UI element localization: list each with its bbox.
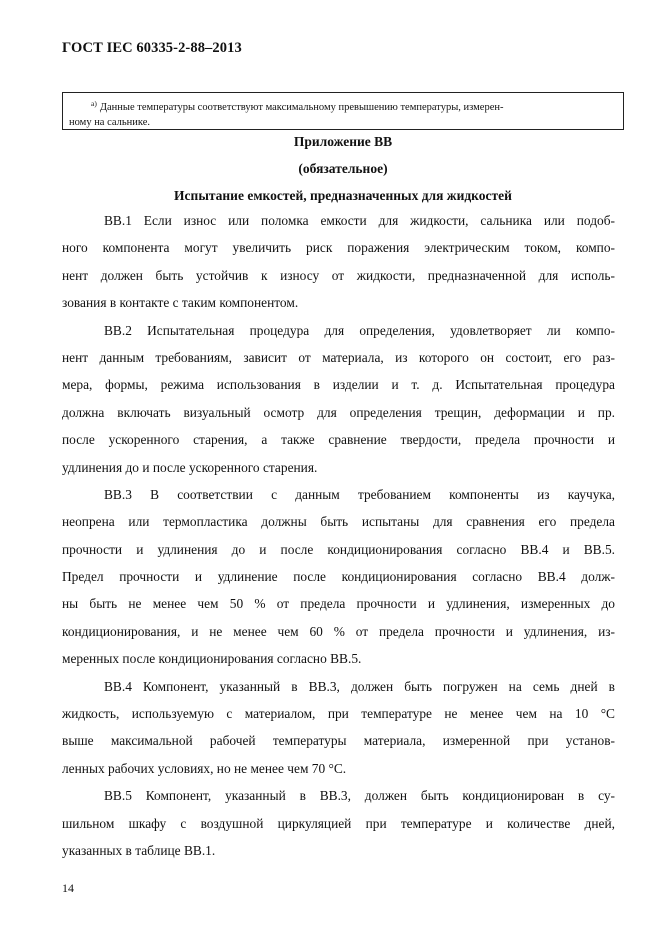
text-line: нент данным требованиям, зависит от материала, из которого он состоит, его раз- <box>62 349 615 365</box>
annex-body <box>62 207 615 864</box>
paragraph-bb1 <box>62 207 615 317</box>
paragraph-bb4 <box>62 673 615 783</box>
text-line: ВВ.4 Компонент, указанный в ВВ.3, должен быть погружен на семь дней в <box>104 678 615 694</box>
text-line: удлинения до и после ускоренного старения. <box>62 459 318 475</box>
text-line: ВВ.1 Если износ или поломка емкости для жидкости, сальника или подоб- <box>104 213 615 228</box>
annex-status: (обязательное) <box>298 161 388 176</box>
text-line: мера, формы, режима использования в изделии и т. д. Испытательная процедура <box>62 377 615 393</box>
footnote-box <box>62 92 624 130</box>
text-line: прочности и удлинения до и после кондиционирования согласно ВВ.4 и ВВ.5. <box>62 541 615 557</box>
annex-title: Приложение ВВ <box>293 134 393 149</box>
text-line: ного компонента могут увеличить риск поражения электрическим током, компо- <box>62 240 615 256</box>
annex-heading: Испытание емкостей, предназначенных для жидкостей <box>174 188 512 203</box>
paragraph-bb2 <box>62 317 615 481</box>
text-line: ВВ.5 Компонент, указанный в ВВ.3, должен быть кондиционирован в су- <box>104 788 615 804</box>
footnote-marker: а) <box>91 99 97 108</box>
text-line: зования в контакте с таким компонентом. <box>62 295 299 311</box>
page-number: 14 <box>62 881 74 895</box>
text-line: неопрена или термопластика должны быть испытаны для сравнения его предела <box>62 514 615 530</box>
text-line: кондиционирования, и не менее чем 60 % от предела прочности и удлинения, из- <box>62 623 615 639</box>
footnote-line-1 <box>69 96 619 115</box>
text-line: ВВ.3 В соответствии с данным требованием компоненты из каучука, <box>104 486 615 502</box>
text-line: указанных в таблице ВВ.1. <box>62 842 216 858</box>
text-line: Предел прочности и удлинение после кондиционирования согласно ВВ.4 долж- <box>62 569 615 585</box>
text-line: должна включать визуальный осмотр для определения трещин, деформации и пр. <box>62 404 615 420</box>
text-line: ВВ.2 Испытательная процедура для определения, удовлетворяет ли компо- <box>104 322 615 338</box>
paragraph-bb3 <box>62 481 615 673</box>
text-line: шильном шкафу с воздушной циркуляцией при температуре и количестве дней, <box>62 815 615 831</box>
text-line: после ускоренного старения, а также сравнение твердости, предела прочности и <box>62 432 615 448</box>
footnote-text: Данные температуры соответствуют максимальному превышению температуры, измерен- <box>99 102 504 113</box>
text-line: выше максимальной рабочей температуры материала, измеренной при установ- <box>62 733 615 749</box>
footnote-line-2: ному на сальнике. <box>69 117 151 128</box>
text-line: ны быть не менее чем 50 % от предела прочности и удлинения, измеренных до <box>62 596 615 612</box>
text-line: нент должен быть устойчив к износу от жидкости, предназначенной для исполь- <box>62 267 615 283</box>
text-line: ленных рабочих условиях, но не менее чем 70 °С. <box>62 760 347 776</box>
text-line: меренных после кондиционирования согласно ВВ.5. <box>62 651 362 667</box>
document-code-header: ГОСТ IEC 60335-2-88–2013 <box>62 40 242 56</box>
paragraph-bb5 <box>62 782 615 864</box>
text-line: жидкость, используемую с материалом, при температуре не менее чем на 10 °С <box>62 706 615 722</box>
